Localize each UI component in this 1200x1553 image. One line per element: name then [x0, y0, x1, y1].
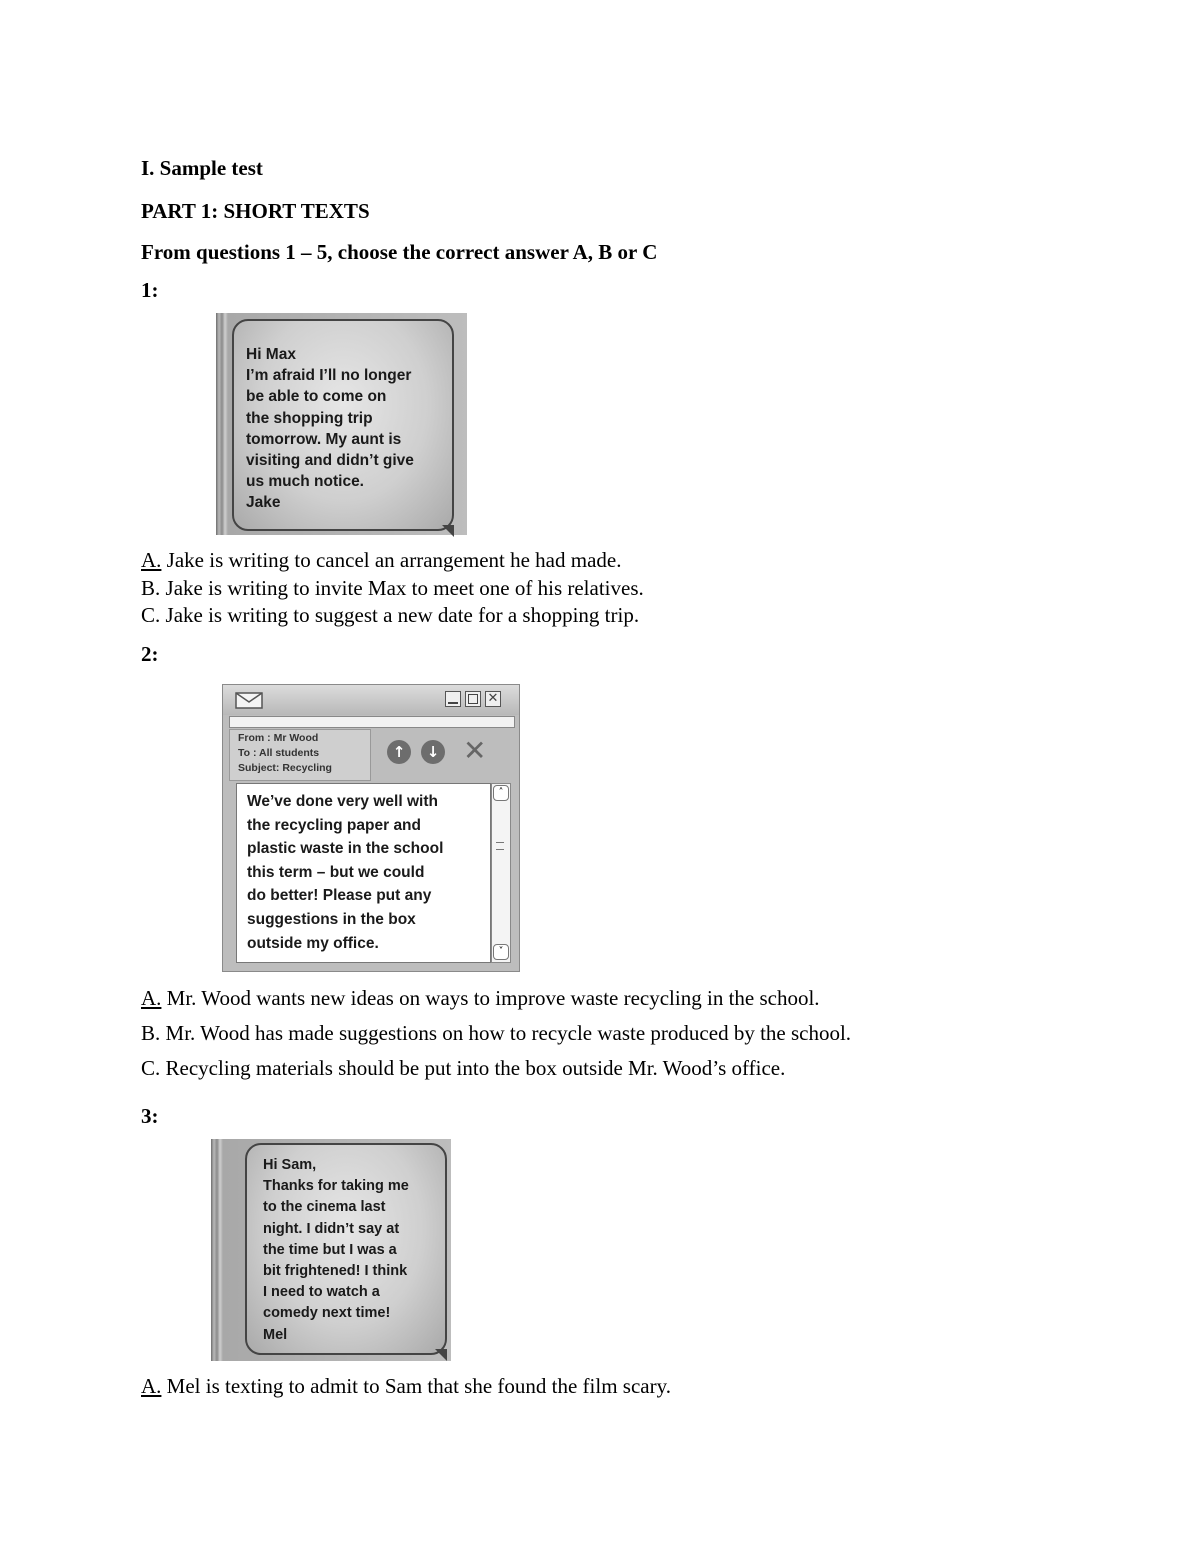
question-number: 3:: [141, 1104, 159, 1128]
option-letter: B.: [141, 1021, 161, 1045]
minimize-icon: [445, 691, 461, 707]
part-title: PART 1: SHORT TEXTS: [141, 199, 370, 223]
email-header: [229, 729, 371, 781]
email-from: From : Mr Wood: [238, 732, 319, 744]
maximize-icon: [465, 691, 481, 707]
email-subject: Subject: Recycling: [238, 762, 332, 774]
close-icon: ✕: [485, 691, 501, 707]
answer-option[interactable]: [141, 1374, 671, 1399]
email-titlebar: [223, 685, 519, 715]
option-letter: A.: [141, 986, 162, 1010]
answer-option[interactable]: [141, 1056, 785, 1081]
sms-message-text: Hi Sam, Thanks for taking me to the cinema last night. I didn’t say at the time but I was a bit frightened! I think I need to watch a comedy next time! Mel: [263, 1157, 409, 1343]
option-text: Mr. Wood has made suggestions on how to recycle waste produced by the school.: [160, 1021, 852, 1045]
sms-message-image: [211, 1139, 451, 1361]
chevron-down-icon: ˅: [493, 944, 509, 960]
email-message-image: [222, 684, 520, 972]
address-bar: [229, 716, 515, 728]
option-text: Jake is writing to cancel an arrangement he had made.: [161, 548, 622, 572]
question-number: 2:: [141, 642, 159, 666]
scroll-grip-icon: [496, 842, 504, 850]
option-letter: C.: [141, 1056, 161, 1080]
answer-option[interactable]: [141, 603, 639, 628]
option-text: Recycling materials should be put into the box outside Mr. Wood’s office.: [160, 1056, 786, 1080]
answer-option[interactable]: [141, 986, 820, 1011]
delete-icon: ✕: [463, 734, 487, 767]
answer-option[interactable]: [141, 576, 644, 601]
arrow-up-icon: ↑: [387, 740, 411, 764]
sms-message-text: Hi Max I’m afraid I’ll no longer be able to come on the shopping trip tomorrow. My aunt is visiting and didn’t give us much notice. Jake: [246, 346, 414, 512]
option-text: Mel is texting to admit to Sam that she found the film scary.: [161, 1374, 671, 1398]
section-title: I. Sample test: [141, 156, 263, 180]
email-to: To : All students: [238, 747, 320, 759]
email-body-text: We’ve done very well with the recycling paper and plastic waste in the school this term – but we could do better! Please put any suggestions in the box outside my office.: [247, 793, 444, 952]
question-number: 1:: [141, 278, 159, 302]
answer-option[interactable]: [141, 1021, 851, 1046]
email-scrollbar: [491, 783, 511, 963]
option-letter: A.: [141, 1374, 162, 1398]
envelope-icon: [235, 692, 263, 709]
option-text: Jake is writing to suggest a new date for a shopping trip.: [160, 603, 640, 627]
chevron-up-icon: ˄: [493, 785, 509, 801]
option-letter: A.: [141, 548, 162, 572]
email-body: [236, 783, 491, 963]
answer-option[interactable]: [141, 548, 621, 573]
arrow-down-icon: ↓: [421, 740, 445, 764]
sms-message-image: [216, 313, 467, 535]
option-text: Jake is writing to invite Max to meet one of his relatives.: [160, 576, 644, 600]
instruction-text: From questions 1 – 5, choose the correct answer A, B or C: [141, 240, 658, 264]
option-text: Mr. Wood wants new ideas on ways to improve waste recycling in the school.: [161, 986, 820, 1010]
option-letter: C.: [141, 603, 161, 627]
option-letter: B.: [141, 576, 161, 600]
